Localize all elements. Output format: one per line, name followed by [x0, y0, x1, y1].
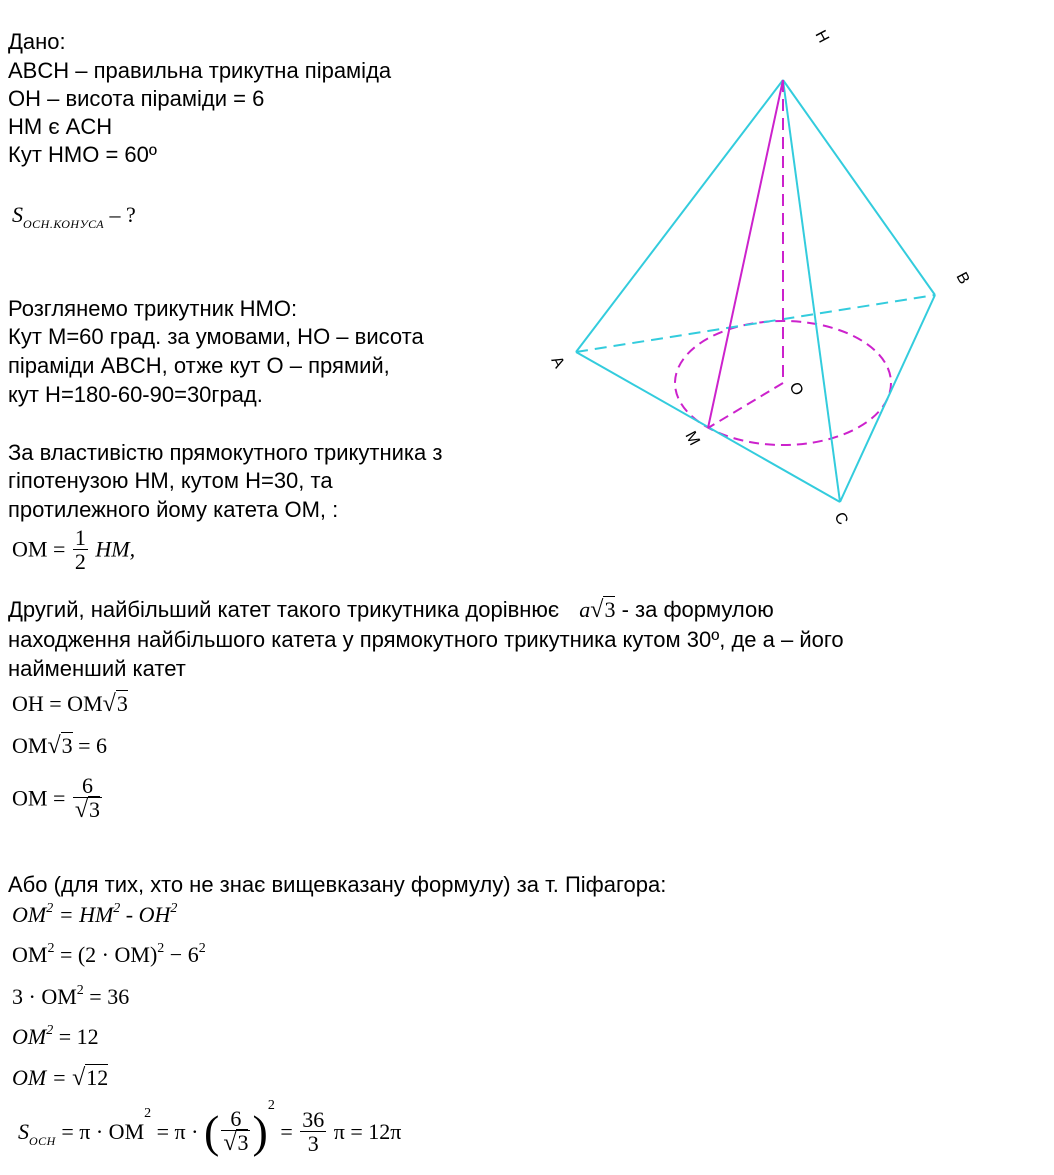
formula-om-frac: OM = $\frac{6}{√3}$ [12, 773, 101, 824]
solution-line: находження найбільшого катета у прямокутного трикутника кутом 30º, де a – його [8, 627, 844, 652]
solution-line: найменший катет [8, 656, 186, 681]
formula-a-sqrt3: a√3 [579, 597, 616, 623]
equation-pythagoras: $OM^2 = HM^2 - OH^2$ [12, 901, 178, 927]
equation-om2: $OM^2 = 12$ [12, 1023, 99, 1049]
edge-ab-hidden [576, 295, 935, 352]
formula-om-half-hm: OM = $\frac{1}{2}$ HM, [12, 525, 136, 575]
solution-line: Другий, найбільший катет такого трикутника дорівнює a√3 - за формулою [8, 597, 774, 623]
label-m: M [681, 428, 703, 449]
label-o: O [785, 379, 807, 399]
equation-substitution: $OM^2 = (2 \cdot OM)^2 - 6^2$ [12, 941, 206, 967]
solution-line: піраміди ABCH, отже кут O – прямий, [8, 353, 390, 378]
given-title: Дано: [8, 29, 66, 54]
formula-om-sqrt3: OM√3 = 6 [12, 733, 108, 759]
solution-line: Кут M=60 град. за умовами, HO – висота [8, 324, 424, 349]
edge-ha [576, 80, 783, 352]
given-line: Кут HMO = 60º [8, 142, 157, 167]
equation-om-sqrt12: OM = √12 [12, 1065, 109, 1091]
area-result: $S_{ОСН} = \pi \cdot OM^2 = \pi$ · ( $\frac{6}{√3}$ )$^2$ = $\frac{36}{3}$ π = 12π [18, 1098, 402, 1157]
label-a: A [547, 353, 568, 372]
apothem-hm [708, 80, 783, 428]
edge-bc [840, 295, 935, 502]
solution-line: гіпотенузою HM, кутом H=30, та [8, 468, 333, 493]
solution-line: За властивістю прямокутного трикутника з [8, 440, 443, 465]
solution-line: Або (для тих, хто не знає вищевказану формулу) за т. Піфагора: [8, 872, 667, 897]
equation-3om2: $3 \cdot OM^2 = 36$ [12, 983, 130, 1009]
label-b: B [952, 269, 973, 288]
edge-hc [783, 80, 840, 502]
pyramid-edges [576, 80, 935, 502]
given-line: HM є ACH [8, 114, 113, 139]
find-expression: $S_{ОСН.КОНУСА}$ – ? [12, 202, 136, 231]
label-c: C [830, 509, 851, 528]
solution-line: кут H=180-60-90=30град. [8, 382, 263, 407]
solution-line: протилежного йому катета OM, : [8, 497, 339, 522]
given-line: OH – висота піраміди = 6 [8, 86, 265, 111]
formula-oh: OH = OM√3 [12, 691, 128, 717]
segment-om [708, 383, 783, 428]
solution-line: Розглянемо трикутник HMO: [8, 296, 298, 321]
edge-hb [783, 80, 935, 295]
given-line: ABCH – правильна трикутна піраміда [8, 58, 392, 83]
label-h: H [811, 27, 832, 46]
